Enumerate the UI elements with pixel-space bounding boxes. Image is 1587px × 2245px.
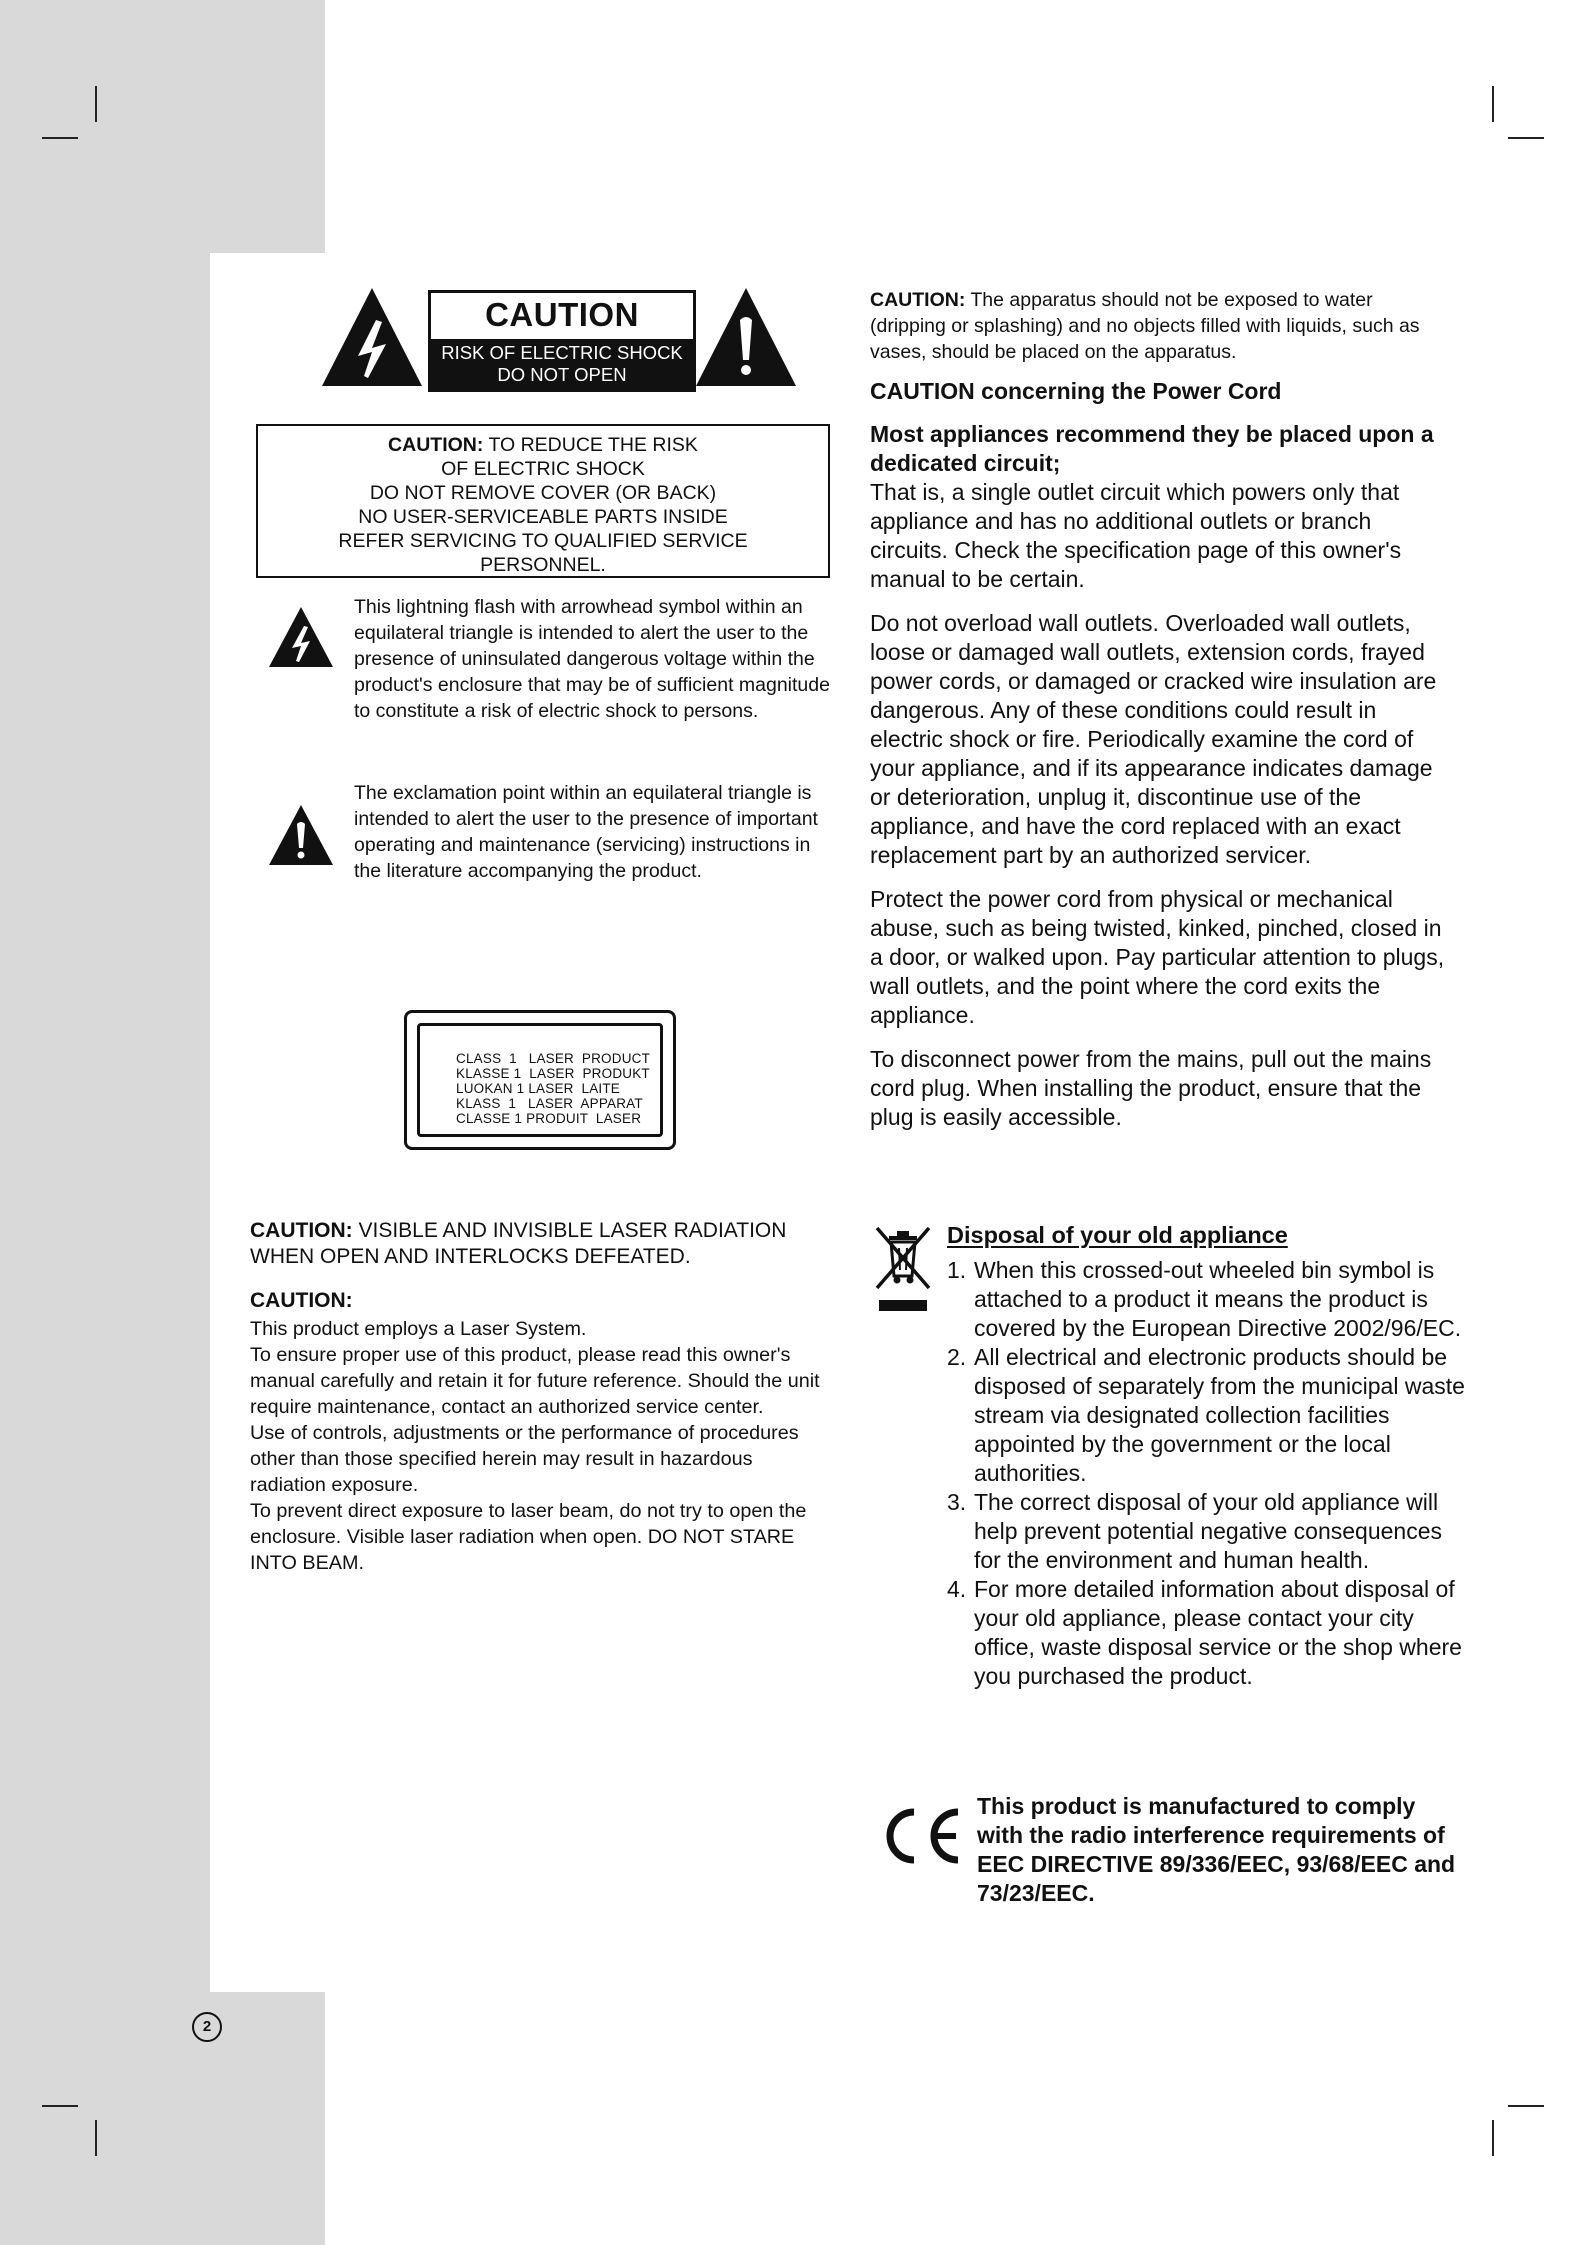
banner-subtitle-line: DO NOT OPEN [497,364,627,385]
crop-mark [42,137,78,139]
crop-mark [1508,2105,1544,2107]
caution-banner [428,290,696,392]
left-margin-band-bottom [0,1992,325,2245]
list-number: 3. [947,1489,967,1515]
list-item-text: For more detailed information about disposal of your old appliance, please contact your city office, waste disposal service or the shop where you purchased the product. [974,1576,1462,1689]
list-item [947,1343,1467,1488]
power-cord-heading: CAUTION concerning the Power Cord [870,378,1282,404]
crossed-out-bin-icon [873,1222,933,1323]
warning-line: REFER SERVICING TO QUALIFIED SERVICE [338,530,748,552]
crop-mark [1492,2120,1494,2156]
laser-label-line: LUOKAN 1 LASER LAITE [456,1081,621,1096]
disposal-title: Disposal of your old appliance [947,1222,1288,1248]
laser-label-line: KLASS 1 LASER APPARAT [456,1096,643,1111]
warning-line [258,433,828,457]
list-number: 4. [947,1576,967,1602]
laser-system-paragraph: This product employs a Laser System. [250,1318,587,1340]
crop-mark [1508,137,1544,139]
right-column [870,287,1450,1132]
power-cord-paragraph: Protect the power cord from physical or mechanical abuse, such as being twisted, kinked, pinched, closed in a door, or walked upon. Pay particular attention to plugs, wall outlets, and the point where the cord exits the appliance. [870,886,1445,1028]
laser-label-line: CLASS 1 LASER PRODUCT [456,1051,651,1066]
laser-system-paragraph: To ensure proper use of this product, please read this owner's manual carefully and retain it for future reference. Should the unit require maintenance, contact an authorized service center. [250,1344,820,1418]
page-number: 2 [192,2012,222,2042]
banner-subtitle [431,339,693,389]
lightning-symbol-description: This lightning flash with arrowhead symbol within an equilateral triangle is intended to alert the user to the presence of uninsulated dangerous voltage within the product's enclosure that may be of sufficient magnitude to constitute a risk of electric shock to persons. [354,596,830,722]
crop-mark [95,2120,97,2156]
crop-mark [95,86,97,122]
list-item [947,1256,1467,1343]
caution-label: CAUTION: [388,434,484,456]
caution-label: CAUTION: [870,289,966,311]
laser-system-heading: CAUTION: [250,1289,353,1312]
list-item [947,1575,1467,1691]
lightning-small-icon [268,606,334,673]
power-cord-paragraph: To disconnect power from the mains, pull out the mains cord plug. When installing the product, ensure that the plug is easily accessible. [870,1046,1432,1130]
warning-line: PERSONNEL. [480,554,606,576]
list-item-text: When this crossed-out wheeled bin symbol is attached to a product it means the product is covered by the European Directive 2002/96/EC. [974,1257,1462,1341]
laser-system-section [250,1288,830,1576]
banner-title: CAUTION [485,296,639,333]
power-cord-subheading: Most appliances recommend they be placed upon a dedicated circuit; [870,421,1434,476]
laser-label-inner [417,1023,663,1137]
list-item-text: All electrical and electronic products should be disposed of separately from the municipal waste stream via designated collection facilities appointed by the government or the local authorities. [974,1344,1465,1486]
exclamation-symbol-description: The exclamation point within an equilateral triangle is intended to alert the user to the presence of important operating and maintenance (servicing) instructions in the literature accompanying the product. [354,782,818,882]
laser-system-paragraph: Use of controls, adjustments or the performance of procedures other than those specified herein may result in hazardous radiation exposure. [250,1422,799,1496]
list-item [947,1488,1467,1575]
power-cord-paragraph: That is, a single outlet circuit which powers only that appliance and has no additional outlets or branch circuits. Check the specification page of this owner's manual to be certain. [870,479,1402,592]
caution-label: CAUTION: [250,1219,353,1242]
warning-line: NO USER-SERVICEABLE PARTS INSIDE [358,506,728,528]
list-number: 2. [947,1344,967,1370]
laser-radiation-text: VISIBLE AND INVISIBLE LASER RADIATION WHEN OPEN AND INTERLOCKS DEFEATED. [250,1219,787,1268]
warning-line: DO NOT REMOVE COVER (OR BACK) [369,482,717,504]
crop-mark [1492,86,1494,122]
ce-mark-icon [876,1806,966,1871]
laser-label-line: CLASSE 1 PRODUIT LASER [456,1111,642,1126]
laser-system-paragraph: To prevent direct exposure to laser beam, do not try to open the enclosure. Visible laser radiation when open. DO NOT STARE INTO BEAM. [250,1500,807,1574]
warning-text: TO REDUCE THE RISK [483,434,698,456]
disposal-list [947,1256,1467,1691]
banner-subtitle-line: RISK OF ELECTRIC SHOCK [441,342,683,363]
power-cord-paragraph: Do not overload wall outlets. Overloaded wall outlets, loose or damaged wall outlets, extension cords, frayed power cords, or damaged or cracked wire insulation are dangerous. Any of these conditions could result in electric shock or fire. Periodically examine the cord of your appliance, and if its appearance indicates damage or deterioration, unplug it, discontinue use of the appliance, and have the cord replaced with an exact replacement part by an authorized servicer. [870,610,1437,868]
list-item-text: The correct disposal of your old appliance will help prevent potential negative consequences for the environment and human health. [974,1489,1443,1573]
water-caution-text: The apparatus should not be exposed to water (dripping or splashing) and no objects filled with liquids, such as vases, should be placed on the apparatus. [870,289,1420,363]
exclamation-warning-icon [694,286,798,388]
crop-mark [42,2105,78,2107]
laser-class-label [404,1010,676,1150]
laser-radiation-caution [250,1218,830,1270]
shock-warning-box [256,424,830,578]
warning-line: OF ELECTRIC SHOCK [441,458,645,480]
water-caution [870,287,1450,365]
left-margin-band [0,0,210,2245]
laser-label-line: KLASSE 1 LASER PRODUKT [456,1066,650,1081]
lightning-warning-icon [320,286,424,388]
exclamation-small-icon [268,804,334,871]
ce-compliance-text: This product is manufactured to comply with the radio interference requirements of EEC DIRECTIVE 89/336/EEC, 93/68/EEC and 73/23/EEC. [977,1793,1456,1906]
list-number: 1. [947,1257,967,1283]
